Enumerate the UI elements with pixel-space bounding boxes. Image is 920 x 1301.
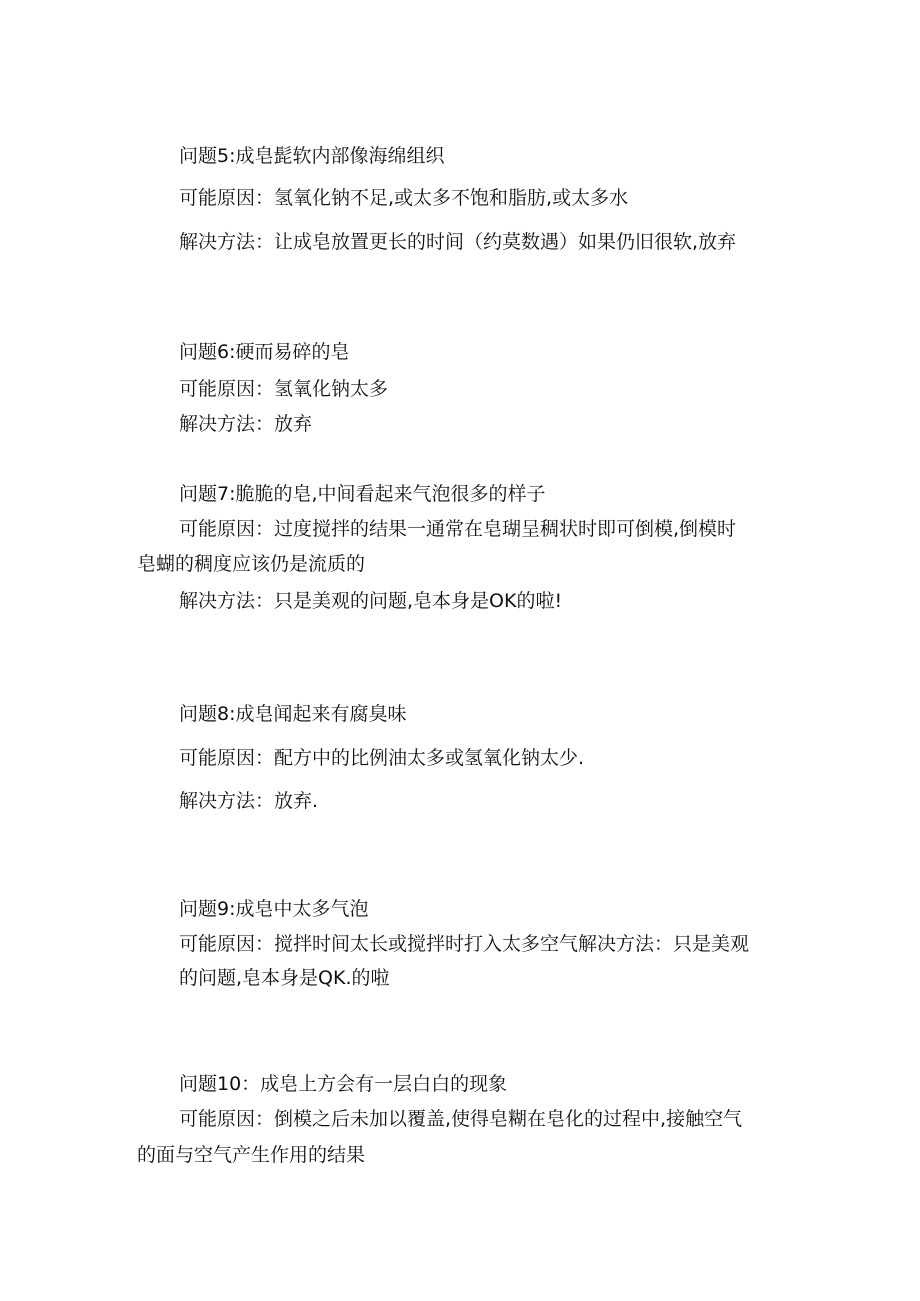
question-9-heading: 问题9:成皂中太多气泡 [179,898,369,920]
question-10-heading: 问题10：成皂上方会有一层白白的现象 [179,1073,508,1095]
question-7-heading: 问题7:脆脆的皂,中间看起来气泡很多的样子 [179,483,546,505]
question-5-solution: 解决方法：让成皂放置更长的时间（约莫数遇）如果仍旧很软,放弃 [179,231,737,253]
question-8-cause: 可能原因：配方中的比例油太多或氢氧化钠太少. [179,747,585,769]
question-5-heading: 问题5:成皂髭软内部像海绵组织 [179,145,445,167]
question-6-solution: 解决方法：放弃 [179,413,313,435]
question-10-cause-line-1: 可能原因：倒模之后未加以覆盖,使得皂糊在皂化的过程中,接触空气 [179,1108,743,1130]
question-9-cause-line-1: 可能原因：搅拌时间太长或搅拌时打入太多空气解决方法：只是美观 [179,933,750,955]
question-6-heading: 问题6:硬而易碎的皂 [179,341,350,363]
question-10-cause-line-2: 的面与空气产生作用的结果 [137,1144,366,1166]
question-8-heading: 问题8:成皂闻起来有腐臭味 [179,703,407,725]
question-7-cause-line-1: 可能原因：过度搅拌的结果一通常在皂瑚呈稠状时即可倒模,倒模时 [179,518,737,540]
question-7-cause-line-2: 皂蝴的稠度应该仍是流质的 [137,553,366,575]
question-6-cause: 可能原因：氢氧化钠太多 [179,378,389,400]
question-8-solution: 解决方法：放弃. [179,790,319,812]
question-9-cause-line-2: 的问题,皂本身是QK.的啦 [179,967,390,989]
question-5-cause: 可能原因：氢氧化钠不足,或太多不饱和脂肪,或太多水 [179,187,629,209]
question-7-solution: 解决方法：只是美观的问题,皂本身是OK的啦! [179,590,563,612]
